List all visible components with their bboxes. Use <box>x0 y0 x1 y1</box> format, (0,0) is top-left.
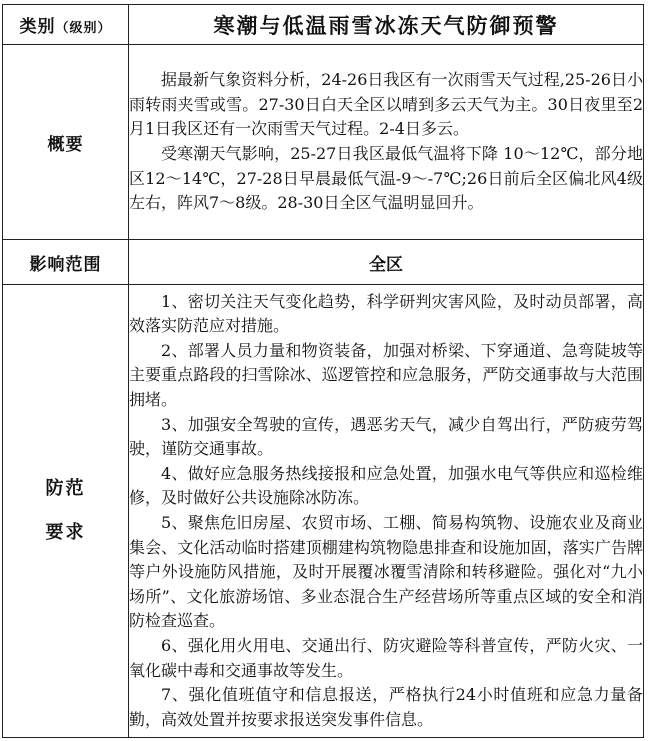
requirements-label-line: 要求 <box>45 522 86 543</box>
requirement-item: 1、密切关注天气变化趋势，科学研判灾害风险，及时动员部署，高效落实防范应对措施。 <box>129 291 643 336</box>
requirements-label <box>3 285 129 738</box>
category-sublabel: （级别） <box>55 21 112 36</box>
warning-table <box>2 4 644 738</box>
requirement-item: 5、聚焦危旧房屋、农贸市场、工棚、简易构筑物、设施农业及商业集会、文化活动临时搭建顶棚建构筑物隐患排查和设施加固，落实广告牌等户外设施防风措施，及时开展覆冰覆雪清除和转移避险。强化对“九小场所”、文化旅游场馆、多业态混合生产经营场所等重点区域的安全和消防检查巡查。 <box>129 513 643 631</box>
category-header-cell <box>3 5 129 45</box>
scope-value: 全区 <box>129 240 644 285</box>
requirement-item: 3、加强安全驾驶的宣传，遇恶劣天气，减少自驾出行，严防疲劳驾驶，谨防交通事故。 <box>129 414 643 459</box>
requirements-content <box>129 285 644 738</box>
overview-content <box>129 45 644 240</box>
warning-title: 寒潮与低温雨雪冰冻天气防御预警 <box>129 5 644 45</box>
requirement-item: 7、强化值班值守和信息报送，严格执行24小时值班和应急力量备勤，高效处置并按要求报送突发事件信息。 <box>129 685 643 729</box>
overview-paragraph: 据最新气象资料分析，24-26日我区有一次雨雪天气过程,25-26日小雨转雨夹雪或雪。27-30日白天全区以晴到多云天气为主。30日夜里至2月1日我区还有一次雨雪天气过程。2-4日多云。 <box>129 70 643 139</box>
overview-paragraph: 受寒潮天气影响，25-27日我区最低气温将下降 10～12℃，部分地区12～14℃，27-28日早晨最低气温-9～-7℃;26日前后全区偏北风4级左右，阵风7～8级。28-30日全区气温明显回升。 <box>129 144 643 213</box>
scope-row <box>3 240 644 285</box>
requirement-item: 2、部署人员力量和物资装备，加强对桥梁、下穿通道、急弯陡坡等主要重点路段的扫雪除冰、巡逻管控和应急服务，严防交通事故与大范围拥堵。 <box>129 340 643 410</box>
requirement-item: 6、强化用火用电、交通出行、防灾避险等科普宣传，严防火灾、一氧化碳中毒和交通事故等发生。 <box>129 635 643 680</box>
overview-row <box>3 45 644 240</box>
category-label: 类别 <box>19 17 56 37</box>
requirements-label-line: 防范 <box>45 478 86 499</box>
requirements-row <box>3 285 644 738</box>
requirement-item: 4、做好应急服务热线接报和应急处置，加强水电气等供应和巡检维修，及时做好公共设施除冰防冻。 <box>129 463 643 508</box>
overview-label: 概要 <box>3 45 129 240</box>
scope-label: 影响范围 <box>3 240 129 285</box>
header-row <box>3 5 644 45</box>
